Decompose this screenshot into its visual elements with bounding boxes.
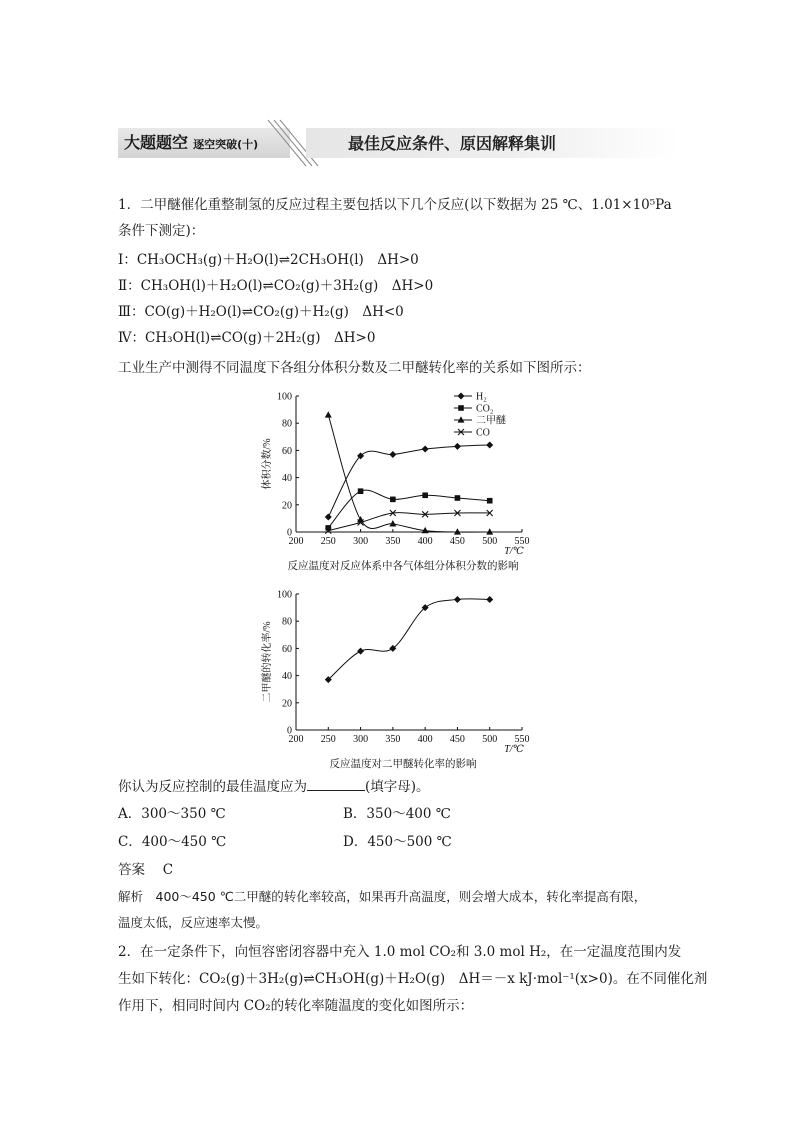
chart1-legend-marker	[458, 393, 465, 400]
chart1-point-0	[325, 514, 332, 521]
chart2-y-tick-label: 100	[277, 589, 292, 601]
chart1-point-2	[454, 528, 461, 534]
chart1-x-tick-label: 200	[288, 536, 304, 547]
option-a: A．300～350 ℃	[118, 806, 226, 822]
chart2-y-tick-label: 20	[282, 698, 292, 710]
chart2-caption: 反应温度对二甲醚转化率的影响	[329, 759, 477, 770]
reaction-1: Ⅰ：CH₃OCH₃(g)＋H₂O(l)⇌2CH₃OH(l) ΔH>0	[118, 252, 419, 268]
option-c: C．400～450 ℃	[118, 834, 227, 850]
chart-volume-fraction	[258, 384, 548, 576]
chart-conversion	[258, 582, 548, 774]
analysis-line2: 温度太低，反应速率太慢。	[118, 915, 269, 930]
option-d: D．450～500 ℃	[343, 834, 452, 850]
chart2-point-0	[357, 648, 364, 655]
chart2-x-tick-label: 200	[288, 734, 304, 745]
chart2-y-tick-label: 60	[282, 643, 292, 655]
chart2-point-0	[454, 596, 461, 603]
chart1-legend-label: 二甲醚	[476, 415, 506, 427]
q1-intro-line1: 1．二甲醚催化重整制氢的反应过程主要包括以下几个反应(以下数据为 25 ℃、1.01×10⁵Pa	[118, 197, 672, 213]
chart1-series-line-0	[328, 445, 489, 517]
chart2-x-tick-label: 550	[514, 734, 530, 745]
chart1-point-2	[389, 520, 396, 526]
chart1-point-1	[487, 498, 493, 504]
answer-line	[118, 860, 173, 880]
chart1-point-2	[325, 411, 332, 417]
q2-line1: 2．在一定条件下，向恒容密闭容器中充入 1.0 mol CO₂和 3.0 mol H₂，在一定温度范围内发	[118, 944, 682, 960]
section-banner	[118, 118, 678, 168]
chart1-y-tick-label: 100	[277, 391, 292, 403]
chart1-legend-marker	[458, 416, 465, 422]
chart1-x-tick-label: 350	[385, 536, 401, 547]
reaction-4: Ⅳ：CH₃OH(l)⇌CO(g)＋2H₂(g) ΔH>0	[118, 330, 376, 346]
chart1-point-1	[390, 497, 396, 503]
chart1-y-tick-label: 20	[282, 500, 292, 512]
answer-value: C	[162, 862, 174, 878]
chart1-y-label: 体积分数/%	[262, 438, 273, 490]
chart2-x-tick-label: 300	[353, 734, 369, 745]
chart1-point-0	[454, 443, 461, 450]
chart1-y-tick-label: 60	[282, 445, 292, 457]
q1-intro-line2: 条件下测定)：	[118, 223, 205, 239]
q1-question-pre: 你认为反应控制的最佳温度应为	[118, 779, 307, 795]
chart1-x-tick-label: 450	[449, 536, 465, 547]
q1-question	[118, 776, 430, 797]
banner-tag-small: 逐空突破(十)	[193, 138, 259, 151]
chart1-point-1	[422, 492, 428, 498]
chart2-y-tick-label: 0	[287, 725, 292, 737]
chart2-y-tick-label: 40	[282, 671, 292, 683]
page-title: 最佳反应条件、原因解释集训	[348, 134, 557, 153]
chart2-x-tick-label: 350	[385, 734, 401, 745]
chart1-series-line-2	[328, 415, 489, 532]
chart1-y-tick-label: 80	[282, 418, 292, 430]
chart2-x-tick-label: 450	[449, 734, 465, 745]
chart2-x-tick-label: 400	[417, 734, 433, 745]
chart-volume-fraction-svg	[258, 384, 548, 576]
chart2-point-0	[486, 596, 493, 603]
chart1-legend-label: H₂	[476, 391, 487, 403]
chart1-point-2	[486, 528, 493, 534]
answer-blank[interactable]	[307, 776, 365, 791]
chart1-point-1	[358, 488, 364, 494]
q1-question-post: (填字母)。	[365, 779, 430, 795]
banner-tag-big: 大题题空	[124, 133, 189, 152]
q2-line2: 生如下转化：CO₂(g)＋3H₂(g)⇌CH₃OH(g)＋H₂O(g) ΔH＝－x kJ·mol⁻¹(x>0)。在不同催化剂	[118, 971, 708, 987]
reaction-3: Ⅲ：CO(g)＋H₂O(l)⇌CO₂(g)＋H₂(g) ΔH<0	[118, 304, 404, 320]
reaction-2: Ⅱ：CH₃OH(l)＋H₂O(l)⇌CO₂(g)＋3H₂(g) ΔH>0	[118, 278, 434, 294]
chart1-x-tick-label: 300	[353, 536, 369, 547]
figure-intro: 工业生产中测得不同温度下各组分体积分数及二甲醚转化率的关系如下图所示：	[118, 360, 591, 376]
chart2-series-line-0	[328, 599, 489, 680]
chart1-point-0	[486, 441, 493, 448]
chart1-legend-label: CO₂	[476, 403, 494, 415]
chart1-legend-marker	[458, 405, 464, 411]
chart1-series-line-1	[328, 490, 489, 528]
analysis-line1: 解析 400～450 ℃二甲醚的转化率较高，如果再升高温度，则会增大成本，转化率提高有限，	[118, 889, 647, 904]
answer-label: 答案	[118, 862, 145, 878]
chart1-y-tick-label: 40	[282, 473, 292, 485]
chart1-point-0	[422, 446, 429, 453]
chart2-x-label: T/℃	[504, 744, 524, 755]
chart1-x-tick-label: 250	[320, 536, 336, 547]
chart2-y-label: 二甲醚的转化率/%	[262, 621, 273, 703]
chart1-legend-label: CO	[476, 427, 490, 439]
chart1-series-line-3	[328, 513, 489, 531]
chart1-x-label: T/℃	[504, 546, 524, 557]
chart1-y-tick-label: 0	[287, 527, 292, 539]
option-b: B．350～400 ℃	[343, 806, 451, 822]
chart2-y-tick-label: 80	[282, 616, 292, 628]
chart1-x-tick-label: 550	[514, 536, 530, 547]
chart1-x-tick-label: 400	[417, 536, 433, 547]
chart2-x-tick-label: 250	[320, 734, 336, 745]
q2-line3: 作用下，相同时间内 CO₂的转化率随温度的变化如图所示：	[118, 998, 474, 1014]
chart1-point-1	[455, 495, 461, 501]
chart-conversion-svg	[258, 582, 548, 774]
chart1-caption: 反应温度对反应体系中各气体组分体积分数的影响	[287, 561, 519, 572]
chart1-point-0	[389, 451, 396, 458]
chart1-x-tick-label: 500	[482, 536, 498, 547]
chart2-x-tick-label: 500	[482, 734, 498, 745]
